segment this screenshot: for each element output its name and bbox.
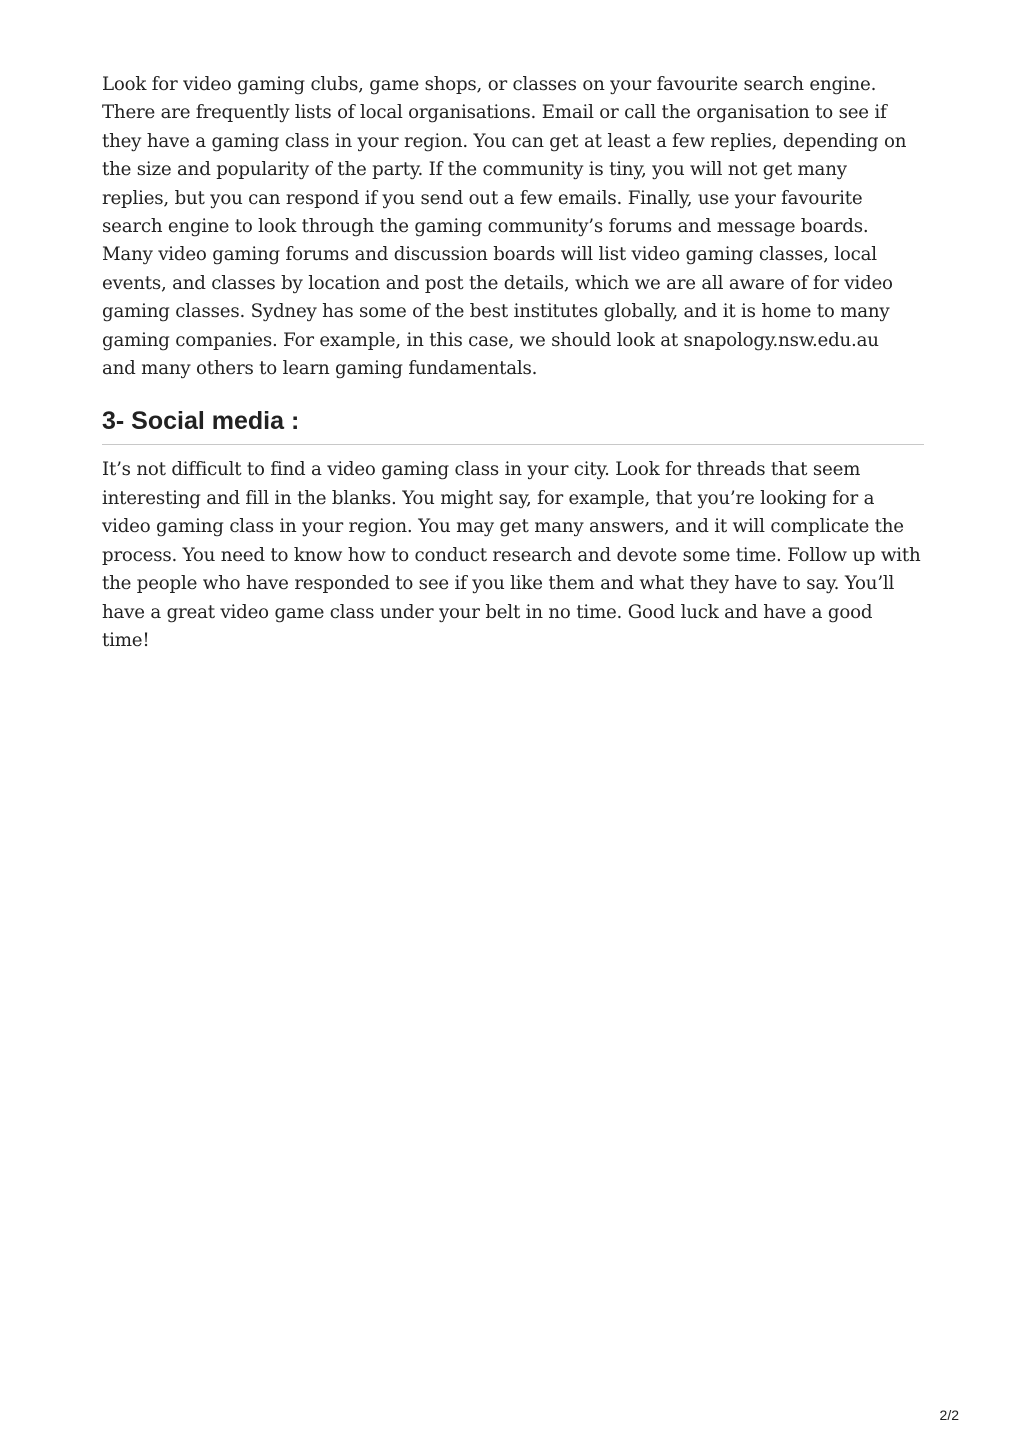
section-heading-social-media: 3- Social media : [102, 406, 924, 445]
page-content [102, 71, 924, 655]
paragraph-social-media: It’s not difficult to find a video gaming class in your city. Look for threads that seem interesting and fill in the blanks. You might say, for example, that you’re looking for a video gaming class in your region. You may get many answers, and it will complicate the process. You need to know how to conduct research and devote some time. Follow up with the people who have responded to see if you like them and what they have to say. You’ll have a great video game class under your belt in no time. Good luck and have a good time! [102, 459, 921, 651]
page-number: 2/2 [939, 1407, 959, 1423]
paragraph-search-engine: Look for video gaming clubs, game shops, or classes on your favourite search engine. There are frequently lists of local organisations. Email or call the organisation to see if they have a gaming class in your region. You can get at least a few replies, depending on the size and popularity of the party. If the community is tiny, you will not get many replies, but you can respond if you send out a few emails. Finally, use your favourite search engine to look through the gaming community’s forums and message boards. Many video gaming forums and discussion boards will list video gaming classes, local events, and classes by location and post the details, which we are all aware of for video gaming classes. Sydney has some of the best institutes globally, and it is home to many gaming companies. For example, in this case, we should look at snapology.nsw.edu.au and many others to learn gaming fundamentals. [102, 74, 907, 380]
